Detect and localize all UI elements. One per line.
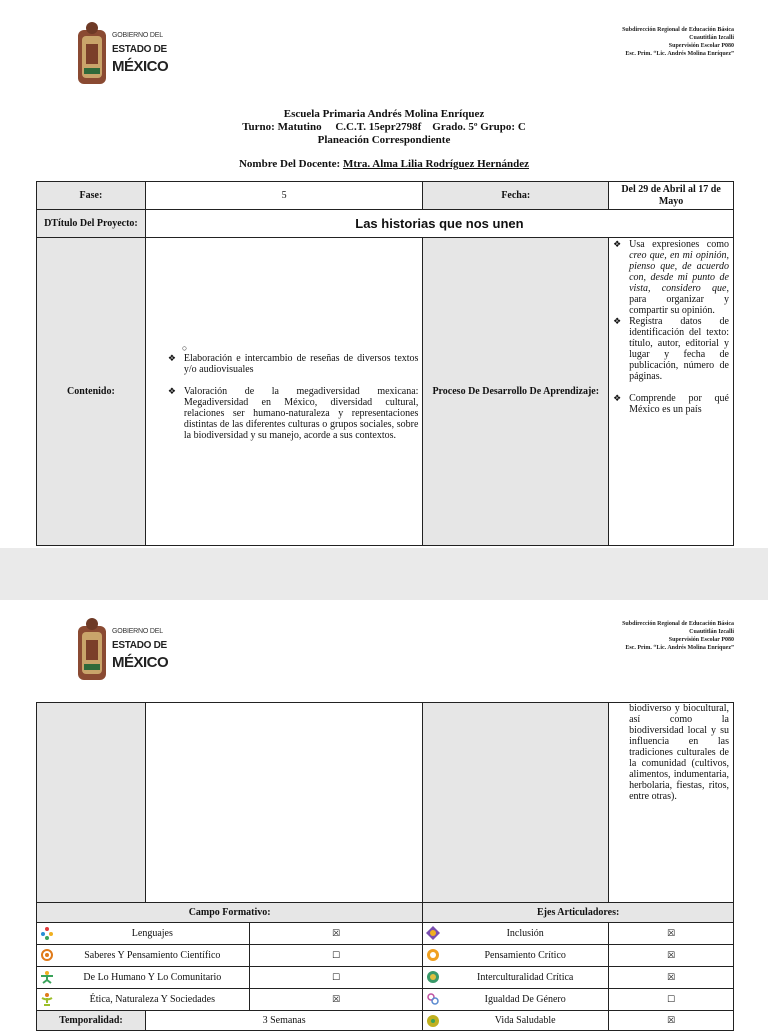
- header-line: Esc. Prim. “Lic. Andrés Molina Enríquez”: [625, 51, 734, 57]
- proceso-label-cont: [423, 703, 609, 903]
- eje-checkbox[interactable]: ☒: [609, 1011, 734, 1031]
- campo-humano: [37, 967, 250, 989]
- campo-etica: [37, 989, 250, 1011]
- vida-icon: [426, 1014, 440, 1028]
- pda-item: ❖ Usa expresiones como creo que, en mi opinión, pienso que, de acuerdo con, desde mi punto de vista, considero que, para organizar y compartir su opinión.: [613, 239, 729, 316]
- teacher-label: Nombre Del Docente:: [238, 158, 343, 170]
- contenido-label: Contenido:: [37, 238, 146, 546]
- saberes-icon: [40, 948, 54, 962]
- campo-label: Lenguajes: [131, 928, 173, 939]
- header-line: Cuautitlán Izcalli: [689, 629, 734, 635]
- planning-table-continued: [36, 702, 734, 1031]
- pensamiento-icon: [426, 948, 440, 962]
- contenido-cell-cont: [145, 703, 422, 903]
- lenguajes-icon: [40, 926, 54, 940]
- eje-label: Inclusión: [506, 928, 544, 939]
- contenido-label-cont: [37, 703, 146, 903]
- school-info: Turno: Matutino C.C.T. 15epr2798f Grado. 5º Grupo: C: [242, 121, 526, 133]
- eje-interculturalidad: [423, 967, 609, 989]
- titulo-label: DTítulo Del Proyecto:: [37, 210, 146, 238]
- igualdad-icon: [426, 992, 440, 1006]
- teacher-line: [0, 158, 768, 171]
- fecha-value: Del 29 de Abril al 17 de Mayo: [609, 182, 734, 210]
- pda-item: ❖ Registra datos de identificación del texto: título, autor, editorial y lugar y fecha de publicación, número de páginas.: [613, 316, 729, 382]
- campo-lenguajes: [37, 923, 250, 945]
- eje-igualdad: [423, 989, 609, 1011]
- school-name: Escuela Primaria Andrés Molina Enríquez: [283, 108, 485, 120]
- eje-vida-saludable: [423, 1011, 609, 1031]
- contenido-marker: ○: [181, 342, 188, 353]
- government-logo: [74, 20, 170, 92]
- header-line: Subdirección Regional de Educación Básica: [622, 27, 734, 33]
- campo-checkbox[interactable]: ☒: [249, 989, 423, 1011]
- header-line: Supervisión Escolar P080: [668, 637, 734, 643]
- contenido-item: ❖ Elaboración e intercambio de reseñas de diversos textos y/o audiovisuales: [168, 353, 419, 375]
- campo-label: De Lo Humano Y Lo Comunitario: [83, 972, 222, 983]
- eje-label: Vida Saludable: [494, 1015, 556, 1026]
- header-line: Cuautitlán Izcalli: [689, 35, 734, 41]
- logo-text-mexico: MÉXICO: [112, 58, 169, 75]
- contenido-cell: [145, 238, 423, 546]
- eje-checkbox[interactable]: ☒: [609, 967, 734, 989]
- humano-icon: [40, 970, 54, 984]
- logo-text-mexico: MÉXICO: [112, 654, 169, 671]
- logo-text-estado: ESTADO DE: [112, 640, 167, 651]
- campo-label: Saberes Y Pensamiento Científico: [84, 950, 221, 961]
- campo-label: Ética, Naturaleza Y Sociedades: [89, 994, 215, 1005]
- temporalidad-label: Temporalidad:: [37, 1011, 146, 1031]
- teacher-name: Mtra. Alma Lilia Rodríguez Hernández: [342, 158, 530, 170]
- project-title: Las historias que nos unen: [145, 210, 733, 238]
- eje-checkbox[interactable]: ☒: [609, 923, 734, 945]
- campo-formativo-header: Campo Formativo:: [37, 903, 423, 923]
- contenido-item: ❖ Valoración de la megadiversidad mexicana: Megadiversidad en México, diversidad cultural, relaciones ser humano-naturaleza y representaciones distintas de las diferentes culturas o grupos sociales, sobre la biodiversidad y su manejo, acorde a sus contextos.: [168, 386, 419, 441]
- header-line: Esc. Prim. “Lic. Andrés Molina Enríquez”: [625, 645, 734, 651]
- institution-header: [622, 620, 734, 652]
- temporalidad-value: 3 Semanas: [145, 1011, 422, 1031]
- logo-text-gobierno: GOBIERNO DEL: [112, 628, 163, 635]
- contenido-list: [168, 353, 419, 441]
- campo-checkbox[interactable]: ☐: [249, 945, 423, 967]
- logo-text-gobierno: GOBIERNO DEL: [112, 32, 163, 39]
- fecha-label: Fecha:: [423, 182, 609, 210]
- inclusion-icon: [426, 926, 440, 940]
- planning-table: [36, 181, 734, 546]
- campo-saberes: [37, 945, 250, 967]
- eje-label: Pensamiento Crítico: [484, 950, 566, 961]
- coat-of-arms-icon: [74, 616, 110, 688]
- interculturalidad-icon: [426, 970, 440, 984]
- logo-text-estado: ESTADO DE: [112, 44, 167, 55]
- eje-label: Interculturalidad Crítica: [477, 972, 574, 983]
- eje-pensamiento: [423, 945, 609, 967]
- pda-list: [613, 239, 729, 415]
- institution-header: [622, 26, 734, 58]
- pda-cell-cont: biodiverso y biocultural, así como la biodiversidad local y su influencia en las tradiciones culturales de la comunidad (cultivos, alimentos, indumentaria, herbolaria, fiestas, ritos, entre otras).: [609, 703, 734, 903]
- page-gap: [0, 548, 768, 600]
- eje-inclusion: [423, 923, 609, 945]
- header-line: Subdirección Regional de Educación Básica: [622, 621, 734, 627]
- eje-label: Igualdad De Género: [484, 994, 566, 1005]
- coat-of-arms-icon: [74, 20, 110, 92]
- eje-checkbox[interactable]: ☐: [609, 989, 734, 1011]
- campo-checkbox[interactable]: ☒: [249, 923, 423, 945]
- header-line: Supervisión Escolar P080: [668, 43, 734, 49]
- planning-title: Planeación Correspondiente: [317, 134, 451, 146]
- government-logo: [74, 616, 170, 688]
- etica-icon: [40, 992, 54, 1006]
- fase-label: Fase:: [37, 182, 146, 210]
- fase-value: 5: [145, 182, 423, 210]
- proceso-label: Proceso De Desarrollo De Aprendizaje:: [423, 238, 609, 546]
- campo-checkbox[interactable]: ☐: [249, 967, 423, 989]
- eje-checkbox[interactable]: ☒: [609, 945, 734, 967]
- document-page-2: [0, 600, 768, 1024]
- pda-item: ❖ Comprende por qué México es un país: [613, 393, 729, 415]
- pda-cell: [609, 238, 734, 546]
- ejes-articuladores-header: Ejes Articuladores:: [423, 903, 734, 923]
